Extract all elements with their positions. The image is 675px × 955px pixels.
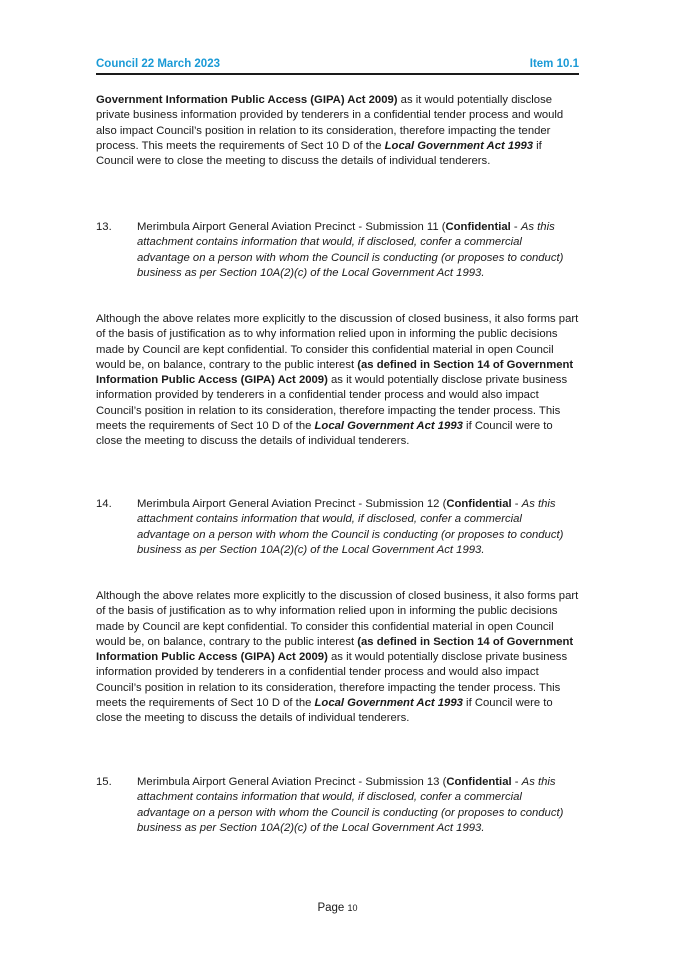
paragraph-justification-2: Although the above relates more explicitly to the discussion of closed business, it also forms part of the basis of justification as to why information relied upon in informing the public decisions made by Council are kept confidential. To consider this confidential material in open Council would be, on balance, contrary to the public interest (as defined in Section 14 of Government Information Public Access (GIPA) Act 2009) as it would potentially disclose private business information provided by tenderers in a confidential tender process and would also impact Council’s position in relation to its consideration, therefore impacting the tender process. This meets the requirements of Sect 10 D of the Local Government Act 1993 if Council were to close the meeting to discuss the details of individual tenderers.	[96, 590, 579, 725]
page-number: 10	[347, 903, 358, 913]
paragraph-continued: Government Information Public Access (GIPA) Act 2009) as it would potentially disclose private business information provided by tenderers in a confidential tender process and would also impact Council’s position in relation to its consideration, therefore impacting the tender process. This meets the requirements of Sect 10 D of the Local Government Act 1993 if Council were to close the meeting to discuss the details of individual tenderers.	[96, 94, 564, 168]
item-num: 15.	[96, 776, 112, 788]
meeting-date: Council 22 March 2023	[96, 58, 220, 70]
page-footer	[0, 902, 675, 914]
page-label: Page	[317, 902, 345, 914]
paragraph-justification-1: Although the above relates more explicitly to the discussion of closed business, it also forms part of the basis of justification as to why information relied upon in informing the public decisions made by Council are kept confidential. To consider this confidential material in open Council would be, on balance, contrary to the public interest (as defined in Section 14 of Government Information Public Access (GIPA) Act 2009) as it would potentially disclose private business information provided by tenderers in a confidential tender process and would also impact Council’s position in relation to its consideration, therefore impacting the tender process. This meets the requirements of Sect 10 D of the Local Government Act 1993 if Council were to close the meeting to discuss the details of individual tenderers.	[96, 313, 579, 448]
list-item-14	[96, 497, 582, 558]
item-number: Item 10.1	[529, 58, 579, 70]
page-header	[96, 55, 579, 73]
item-body: Merimbula Airport General Aviation Precinct - Submission 11 (Confidential - As this attachment contains information that would, if disclosed, confer a commercial advantage on a person with whom the Council is conducting (or proposes to conduct) business as per Section 10A(2)(c) of the Local Government Act 1993.	[137, 221, 564, 279]
list-item-15	[96, 775, 582, 836]
item-num: 14.	[96, 498, 112, 510]
item-num: 13.	[96, 221, 112, 233]
item-body: Merimbula Airport General Aviation Precinct - Submission 13 (Confidential - As this attachment contains information that would, if disclosed, confer a commercial advantage on a person with whom the Council is conducting (or proposes to conduct) business as per Section 10A(2)(c) of the Local Government Act 1993.	[137, 776, 564, 834]
item-body: Merimbula Airport General Aviation Precinct - Submission 12 (Confidential - As this attachment contains information that would, if disclosed, confer a commercial advantage on a person with whom the Council is conducting (or proposes to conduct) business as per Section 10A(2)(c) of the Local Government Act 1993.	[137, 498, 564, 556]
list-item-13	[96, 220, 582, 281]
header-rule	[96, 73, 579, 75]
